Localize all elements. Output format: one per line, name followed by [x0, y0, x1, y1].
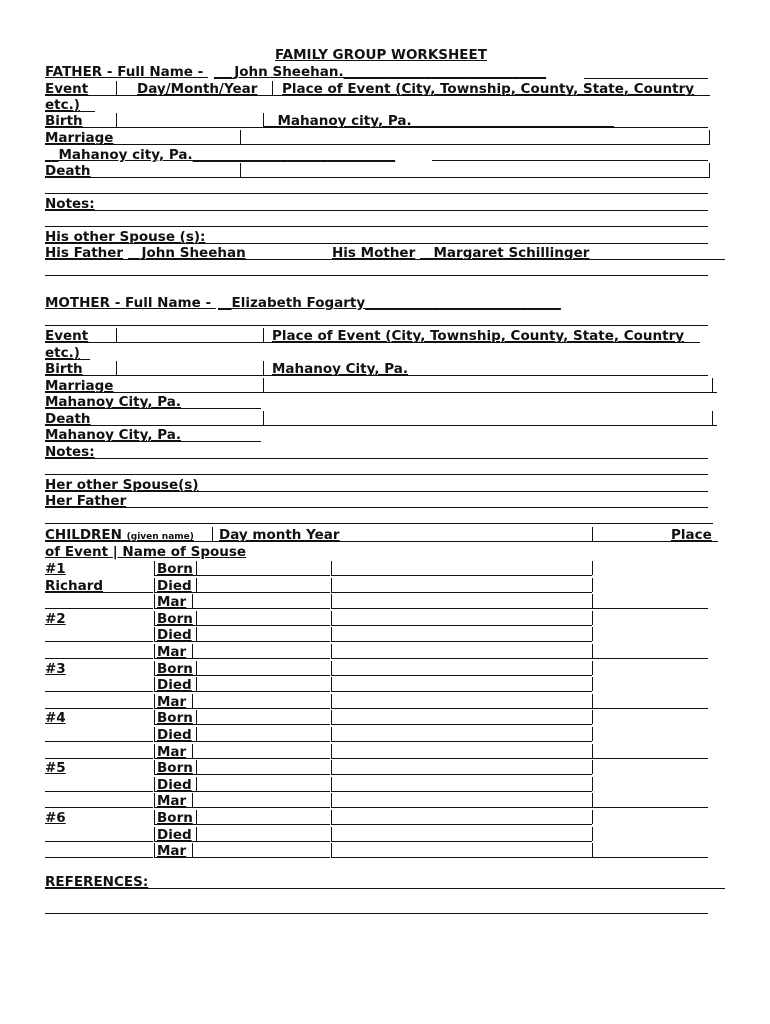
column-divider — [592, 644, 593, 658]
column-divider — [154, 744, 155, 758]
column-divider — [272, 81, 273, 95]
column-divider — [154, 694, 155, 708]
child-name-line — [45, 758, 153, 759]
column-divider — [331, 710, 332, 724]
child-spouse-line[interactable] — [592, 857, 708, 858]
child-name-line — [45, 608, 153, 609]
father-marriage-place[interactable]: __Mahanoy city, Pa.______________________________ — [45, 147, 396, 163]
mother-marriage-place-line — [45, 408, 261, 409]
column-divider — [331, 627, 332, 641]
column-divider — [116, 361, 117, 375]
mother-other-spouse-line[interactable] — [45, 491, 708, 492]
child-event-label: Mar — [157, 744, 187, 760]
mother-father-line[interactable] — [45, 507, 708, 508]
column-divider — [592, 810, 593, 824]
child-place-line[interactable] — [331, 724, 592, 725]
mother-death-place[interactable]: Mahanoy City, Pa. — [45, 427, 181, 443]
column-divider — [263, 328, 264, 342]
column-divider — [592, 744, 593, 758]
column-divider — [154, 627, 155, 641]
column-divider — [116, 113, 117, 127]
child-place-line[interactable] — [331, 592, 592, 593]
child-place-line[interactable] — [331, 758, 592, 759]
child-place-line[interactable] — [331, 774, 592, 775]
column-divider — [592, 827, 593, 841]
column-divider — [331, 760, 332, 774]
mother-notes-label: Notes: — [45, 444, 95, 460]
mother-event-label: Event — [45, 328, 89, 344]
child-name-line — [45, 658, 153, 659]
father-place-header: Place of Event (City, Township, County, State, Country — [282, 81, 695, 97]
child-date-line[interactable] — [154, 741, 330, 742]
child-place-line[interactable] — [331, 841, 592, 842]
children-date-header: Day month Year — [219, 527, 340, 543]
mother-death-line — [45, 425, 717, 426]
column-divider — [592, 843, 593, 857]
column-divider — [192, 744, 193, 758]
column-divider — [240, 130, 241, 144]
mother-section-end-line — [45, 523, 713, 524]
column-divider — [592, 661, 593, 675]
child-event-label: Mar — [157, 793, 187, 809]
column-divider — [331, 611, 332, 625]
child-place-line[interactable] — [331, 608, 592, 609]
father-place-header-cont: etc.) — [45, 97, 80, 113]
child-place-line[interactable] — [331, 791, 592, 792]
father-full-name-value[interactable]: ___John Sheehan.______________________________ — [214, 64, 547, 80]
column-divider — [331, 561, 332, 575]
references-label: REFERENCES: — [45, 874, 149, 890]
children-header-line — [45, 541, 718, 542]
father-section-end-line — [45, 275, 708, 276]
father-marriage-place-line — [432, 160, 708, 161]
father-death-place-line — [45, 193, 708, 194]
references-line-2[interactable] — [45, 913, 708, 914]
father-date-header: Day/Month/Year — [137, 81, 258, 97]
mother-marriage-label: Marriage — [45, 378, 114, 394]
page-title: FAMILY GROUP WORKSHEET — [275, 47, 487, 63]
child-event-label: Died — [157, 777, 192, 793]
father-marriage-line — [45, 144, 710, 145]
mother-other-spouse-label: Her other Spouse(s) — [45, 477, 199, 493]
column-divider — [592, 627, 593, 641]
column-divider — [154, 578, 155, 592]
father-birth-label: Birth — [45, 113, 83, 129]
child-date-line[interactable] — [154, 857, 330, 858]
child-name-line — [45, 857, 153, 858]
column-divider — [196, 627, 197, 641]
children-label: CHILDREN — [45, 527, 122, 543]
father-etc-line — [45, 111, 95, 112]
column-divider — [592, 760, 593, 774]
column-divider — [592, 727, 593, 741]
child-name-line — [45, 641, 153, 642]
column-divider — [592, 777, 593, 791]
child-date-line[interactable] — [154, 774, 330, 775]
column-divider — [331, 644, 332, 658]
column-divider — [331, 694, 332, 708]
child-event-label: Born — [157, 611, 193, 627]
father-notes-label: Notes: — [45, 196, 95, 212]
father-notes-line[interactable] — [45, 210, 708, 211]
mother-place-header: Place of Event (City, Township, County, State, Country — [272, 328, 685, 344]
father-notes-line-2[interactable] — [45, 226, 708, 227]
child-spouse-line[interactable] — [592, 807, 708, 808]
column-divider — [263, 411, 264, 425]
column-divider — [331, 594, 332, 608]
father-event-line — [45, 95, 710, 96]
child-date-line[interactable] — [154, 625, 330, 626]
mother-death-label: Death — [45, 411, 91, 427]
child-event-label: Born — [157, 561, 193, 577]
children-header-cont: of Event | Name of Spouse — [45, 544, 247, 560]
mother-place-header-cont: etc.) — [45, 345, 80, 361]
father-parents-line — [45, 259, 725, 260]
child-place-line[interactable] — [331, 691, 592, 692]
child-place-line[interactable] — [331, 641, 592, 642]
column-divider — [196, 777, 197, 791]
column-divider — [712, 378, 713, 392]
column-divider — [331, 727, 332, 741]
column-divider — [212, 527, 213, 541]
column-divider — [154, 710, 155, 724]
father-father-label: His Father — [45, 245, 124, 261]
column-divider — [196, 561, 197, 575]
child-place-line[interactable] — [331, 824, 592, 825]
child-spouse-line[interactable] — [592, 708, 708, 709]
child-event-label: Died — [157, 727, 192, 743]
father-death-label: Death — [45, 163, 91, 179]
column-divider — [331, 843, 332, 857]
child-spouse-line[interactable] — [592, 658, 708, 659]
mother-name-line — [45, 325, 708, 326]
father-death-line — [45, 177, 710, 178]
child-date-line[interactable] — [154, 791, 330, 792]
mother-notes-line[interactable] — [45, 458, 708, 459]
children-place-label: Place — [671, 527, 712, 543]
column-divider — [196, 727, 197, 741]
column-divider — [196, 760, 197, 774]
child-name-line — [45, 807, 153, 808]
column-divider — [592, 793, 593, 807]
child-event-label: Mar — [157, 694, 187, 710]
child-name-line — [45, 791, 153, 792]
child-name[interactable]: Richard — [45, 578, 104, 594]
column-divider — [331, 661, 332, 675]
column-divider — [709, 163, 710, 177]
father-other-spouse-label: His other Spouse (s): — [45, 229, 206, 245]
child-date-line[interactable] — [154, 592, 330, 593]
child-place-line[interactable] — [331, 658, 592, 659]
column-divider — [192, 594, 193, 608]
child-spouse-line[interactable] — [592, 608, 708, 609]
given-name-note: (given name) — [126, 532, 194, 542]
child-date-line[interactable] — [154, 724, 330, 725]
child-date-line[interactable] — [154, 658, 330, 659]
column-divider — [154, 561, 155, 575]
father-full-name-label: FATHER - Full Name - — [45, 64, 208, 80]
child-name-line — [45, 708, 153, 709]
column-divider — [592, 561, 593, 575]
column-divider — [116, 328, 117, 342]
father-mother-label: His Mother — [332, 245, 416, 261]
child-date-line[interactable] — [154, 807, 330, 808]
child-date-line[interactable] — [154, 675, 330, 676]
child-date-line[interactable] — [154, 641, 330, 642]
column-divider — [331, 793, 332, 807]
column-divider — [154, 810, 155, 824]
column-divider — [192, 793, 193, 807]
column-divider — [196, 710, 197, 724]
column-divider — [154, 727, 155, 741]
mother-marriage-line — [45, 392, 717, 393]
column-divider — [592, 694, 593, 708]
mother-death-place-line — [45, 441, 261, 442]
column-divider — [263, 378, 264, 392]
child-number: #3 — [45, 661, 66, 677]
column-divider — [331, 677, 332, 691]
column-divider — [592, 578, 593, 592]
child-place-line[interactable] — [331, 857, 592, 858]
column-divider — [154, 760, 155, 774]
child-event-label: Born — [157, 760, 193, 776]
child-event-label: Died — [157, 578, 192, 594]
mother-birth-label: Birth — [45, 361, 83, 377]
child-event-label: Mar — [157, 594, 187, 610]
child-name-line — [45, 841, 153, 842]
column-divider — [592, 594, 593, 608]
mother-full-name-label: MOTHER - Full Name - — [45, 295, 216, 311]
father-other-spouse-line[interactable] — [45, 243, 708, 244]
column-divider — [196, 810, 197, 824]
references-line[interactable] — [45, 888, 725, 889]
child-place-line[interactable] — [331, 807, 592, 808]
mother-etc-line — [45, 359, 90, 360]
father-birth-line — [45, 127, 708, 128]
child-number: #6 — [45, 810, 66, 826]
child-event-label: Died — [157, 627, 192, 643]
child-date-line[interactable] — [154, 841, 330, 842]
column-divider — [196, 661, 197, 675]
father-event-label: Event — [45, 81, 89, 97]
column-divider — [192, 644, 193, 658]
child-number: #1 — [45, 561, 66, 577]
column-divider — [154, 827, 155, 841]
column-divider — [263, 361, 264, 375]
column-divider — [154, 793, 155, 807]
column-divider — [331, 578, 332, 592]
column-divider — [709, 130, 710, 144]
mother-father-label: Her Father — [45, 493, 127, 509]
column-divider — [592, 710, 593, 724]
column-divider — [192, 694, 193, 708]
child-name-line — [45, 592, 153, 593]
child-event-label: Mar — [157, 644, 187, 660]
child-name-line — [45, 691, 153, 692]
child-event-label: Mar — [157, 843, 187, 859]
column-divider — [196, 827, 197, 841]
mother-full-name-value[interactable]: __Elizabeth Fogarty_____________________________ — [218, 295, 561, 311]
column-divider — [192, 843, 193, 857]
father-birth-place[interactable]: __Mahanoy city, Pa.______________________________ — [264, 113, 615, 129]
child-number: #5 — [45, 760, 66, 776]
child-name-line — [45, 741, 153, 742]
child-event-label: Died — [157, 827, 192, 843]
column-divider — [196, 677, 197, 691]
column-divider — [154, 611, 155, 625]
child-event-label: Born — [157, 661, 193, 677]
child-date-line[interactable] — [154, 824, 330, 825]
child-place-line[interactable] — [331, 575, 592, 576]
column-divider — [154, 661, 155, 675]
column-divider — [154, 843, 155, 857]
child-place-line[interactable] — [331, 741, 592, 742]
child-event-label: Born — [157, 710, 193, 726]
child-place-line[interactable] — [331, 675, 592, 676]
child-number: #4 — [45, 710, 66, 726]
child-number: #2 — [45, 611, 66, 627]
column-divider — [331, 810, 332, 824]
father-marriage-label: Marriage — [45, 130, 114, 146]
mother-notes-line-2[interactable] — [45, 474, 708, 475]
mother-birth-place[interactable]: Mahanoy City, Pa. — [272, 361, 408, 377]
column-divider — [331, 777, 332, 791]
child-date-line[interactable] — [154, 575, 330, 576]
child-date-line[interactable] — [154, 758, 330, 759]
child-event-label: Born — [157, 810, 193, 826]
column-divider — [592, 611, 593, 625]
father-father-value[interactable]: __John Sheehan — [128, 245, 246, 261]
father-mother-value[interactable]: __Margaret Schillinger — [420, 245, 590, 261]
column-divider — [331, 744, 332, 758]
child-date-line[interactable] — [154, 691, 330, 692]
column-divider — [331, 827, 332, 841]
column-divider — [712, 411, 713, 425]
column-divider — [116, 81, 117, 95]
child-date-line[interactable] — [154, 608, 330, 609]
child-place-line[interactable] — [331, 708, 592, 709]
column-divider — [154, 777, 155, 791]
column-divider — [196, 578, 197, 592]
child-spouse-line[interactable] — [592, 758, 708, 759]
child-place-line[interactable] — [331, 625, 592, 626]
column-divider — [240, 163, 241, 177]
column-divider — [592, 677, 593, 691]
mother-marriage-place[interactable]: Mahanoy City, Pa. — [45, 394, 181, 410]
column-divider — [592, 527, 593, 541]
column-divider — [154, 644, 155, 658]
column-divider — [196, 611, 197, 625]
column-divider — [154, 594, 155, 608]
column-divider — [154, 677, 155, 691]
mother-event-line — [45, 342, 700, 343]
child-date-line[interactable] — [154, 708, 330, 709]
child-event-label: Died — [157, 677, 192, 693]
mother-birth-line — [45, 375, 708, 376]
father-name-line — [584, 78, 708, 79]
